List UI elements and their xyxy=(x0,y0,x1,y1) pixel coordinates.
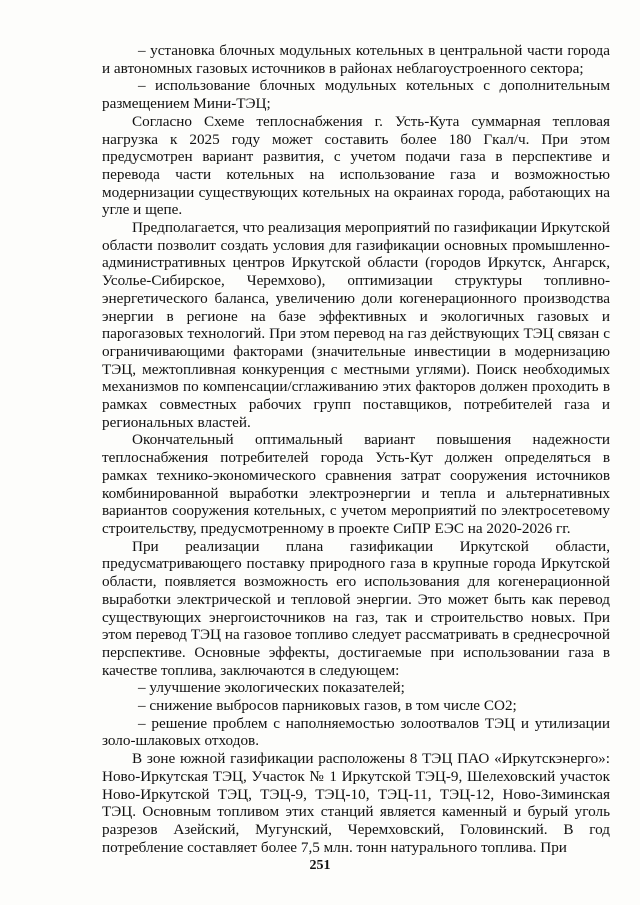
paragraph-bullet-emissions: – снижение выбросов парниковых газов, в том числе CO2; xyxy=(138,697,517,715)
paragraph-bullet-modular-boilers: – установка блочных модульных котельных в центральной части города и автономных газовых источников в районах неблагоустроенного сектора; xyxy=(102,42,610,77)
paragraph-gasification-plan: При реализации плана газификации Иркутской области, предусматривающего поставку природного газа в крупные города Иркутской области, появляется возможность его использования для когенерационной выработки электрической и тепловой энергии. Это может быть как перевод существующих энергоисточников на газ, так и строительство новых. При этом перевод ТЭЦ на газовое топливо следует рассматривать в среднесрочной перспективе. Основные эффекты, достигаемые при использовании газа в качестве топлива, заключаются в следующем: xyxy=(102,537,610,679)
paragraph-bullet-ecology: – улучшение экологических показателей; xyxy=(138,679,405,697)
page-number: 251 xyxy=(309,858,331,873)
paragraph-bullet-ash-dumps: – решение проблем с наполняемостью золоотвалов ТЭЦ и утилизации золо-шлаковых отходов. xyxy=(102,714,610,750)
paragraph-southern-gasification-zone: В зоне южной газификации расположены 8 ТЭЦ ПАО «Иркутскэнерго»: Ново-Иркутская ТЭЦ, Участок № 1 Иркутской ТЭЦ-9, Шелеховский участок Ново-Иркутской ТЭЦ, ТЭЦ-9, ТЭЦ-10, ТЭЦ-11, ТЭЦ-12, Ново-Зиминская ТЭЦ. Основным топливом этих станций является каменный и бурый уголь разрезов Азейский, Мугунский, Черемховский, Головинский. В год потребление составляет более 7,5 млн. тонн натурального топлива. При xyxy=(102,750,610,856)
paragraph-final-option: Окончательный оптимальный вариант повышения надежности теплоснабжения потребителей города Усть-Кут должен определяться в рамках технико-экономического сравнения затрат сооружения источников комбинированной выработки электроэнергии и тепла и альтернативных вариантов сооружения котельных, с учетом мероприятий по электросетевому строительству, предусмотренному в проекте СиПР ЕЭС на 2020-2026 гг. xyxy=(102,431,610,537)
paragraph-gasification-assumption: Предполагается, что реализация мероприятий по газификации Иркутской области позволит создать условия для газификации основных промышленно-административных центров Иркутской области (городов Иркутск, Ангарск, Усолье-Сибирское, Черемхово), оптимизации структуры топливно-энергетического баланса, увеличению доли когенерационного производства энергии в регионе на базе эффективных и экологичных газовых и парогазовых технологий. При этом перевод на газ действующих ТЭЦ связан с ограничивающими факторами (значительные инвестиции в модернизацию ТЭЦ, межтопливная конкуренция с местными углями). Поиск необходимых механизмов по компенсации/сглаживанию этих факторов должен проходить в рамках совместных рабочих групп поставщиков, потребителей газа и региональных властей. xyxy=(102,219,610,431)
paragraph-ust-kut-heat-scheme: Согласно Схеме теплоснабжения г. Усть-Кута суммарная тепловая нагрузка к 2025 году может составить более 180 Гкал/ч. При этом предусмотрен вариант развития, с учетом подачи газа в перспективе и перевода части котельных на использование газа и возможностью модернизации существующих котельных на окраинах города, работающих на угле и щепе. xyxy=(102,112,610,219)
body-text xyxy=(102,42,610,856)
paragraph-bullet-mini-chp: – использование блочных модульных котельных с дополнительным размещением Мини-ТЭЦ; xyxy=(102,77,610,113)
